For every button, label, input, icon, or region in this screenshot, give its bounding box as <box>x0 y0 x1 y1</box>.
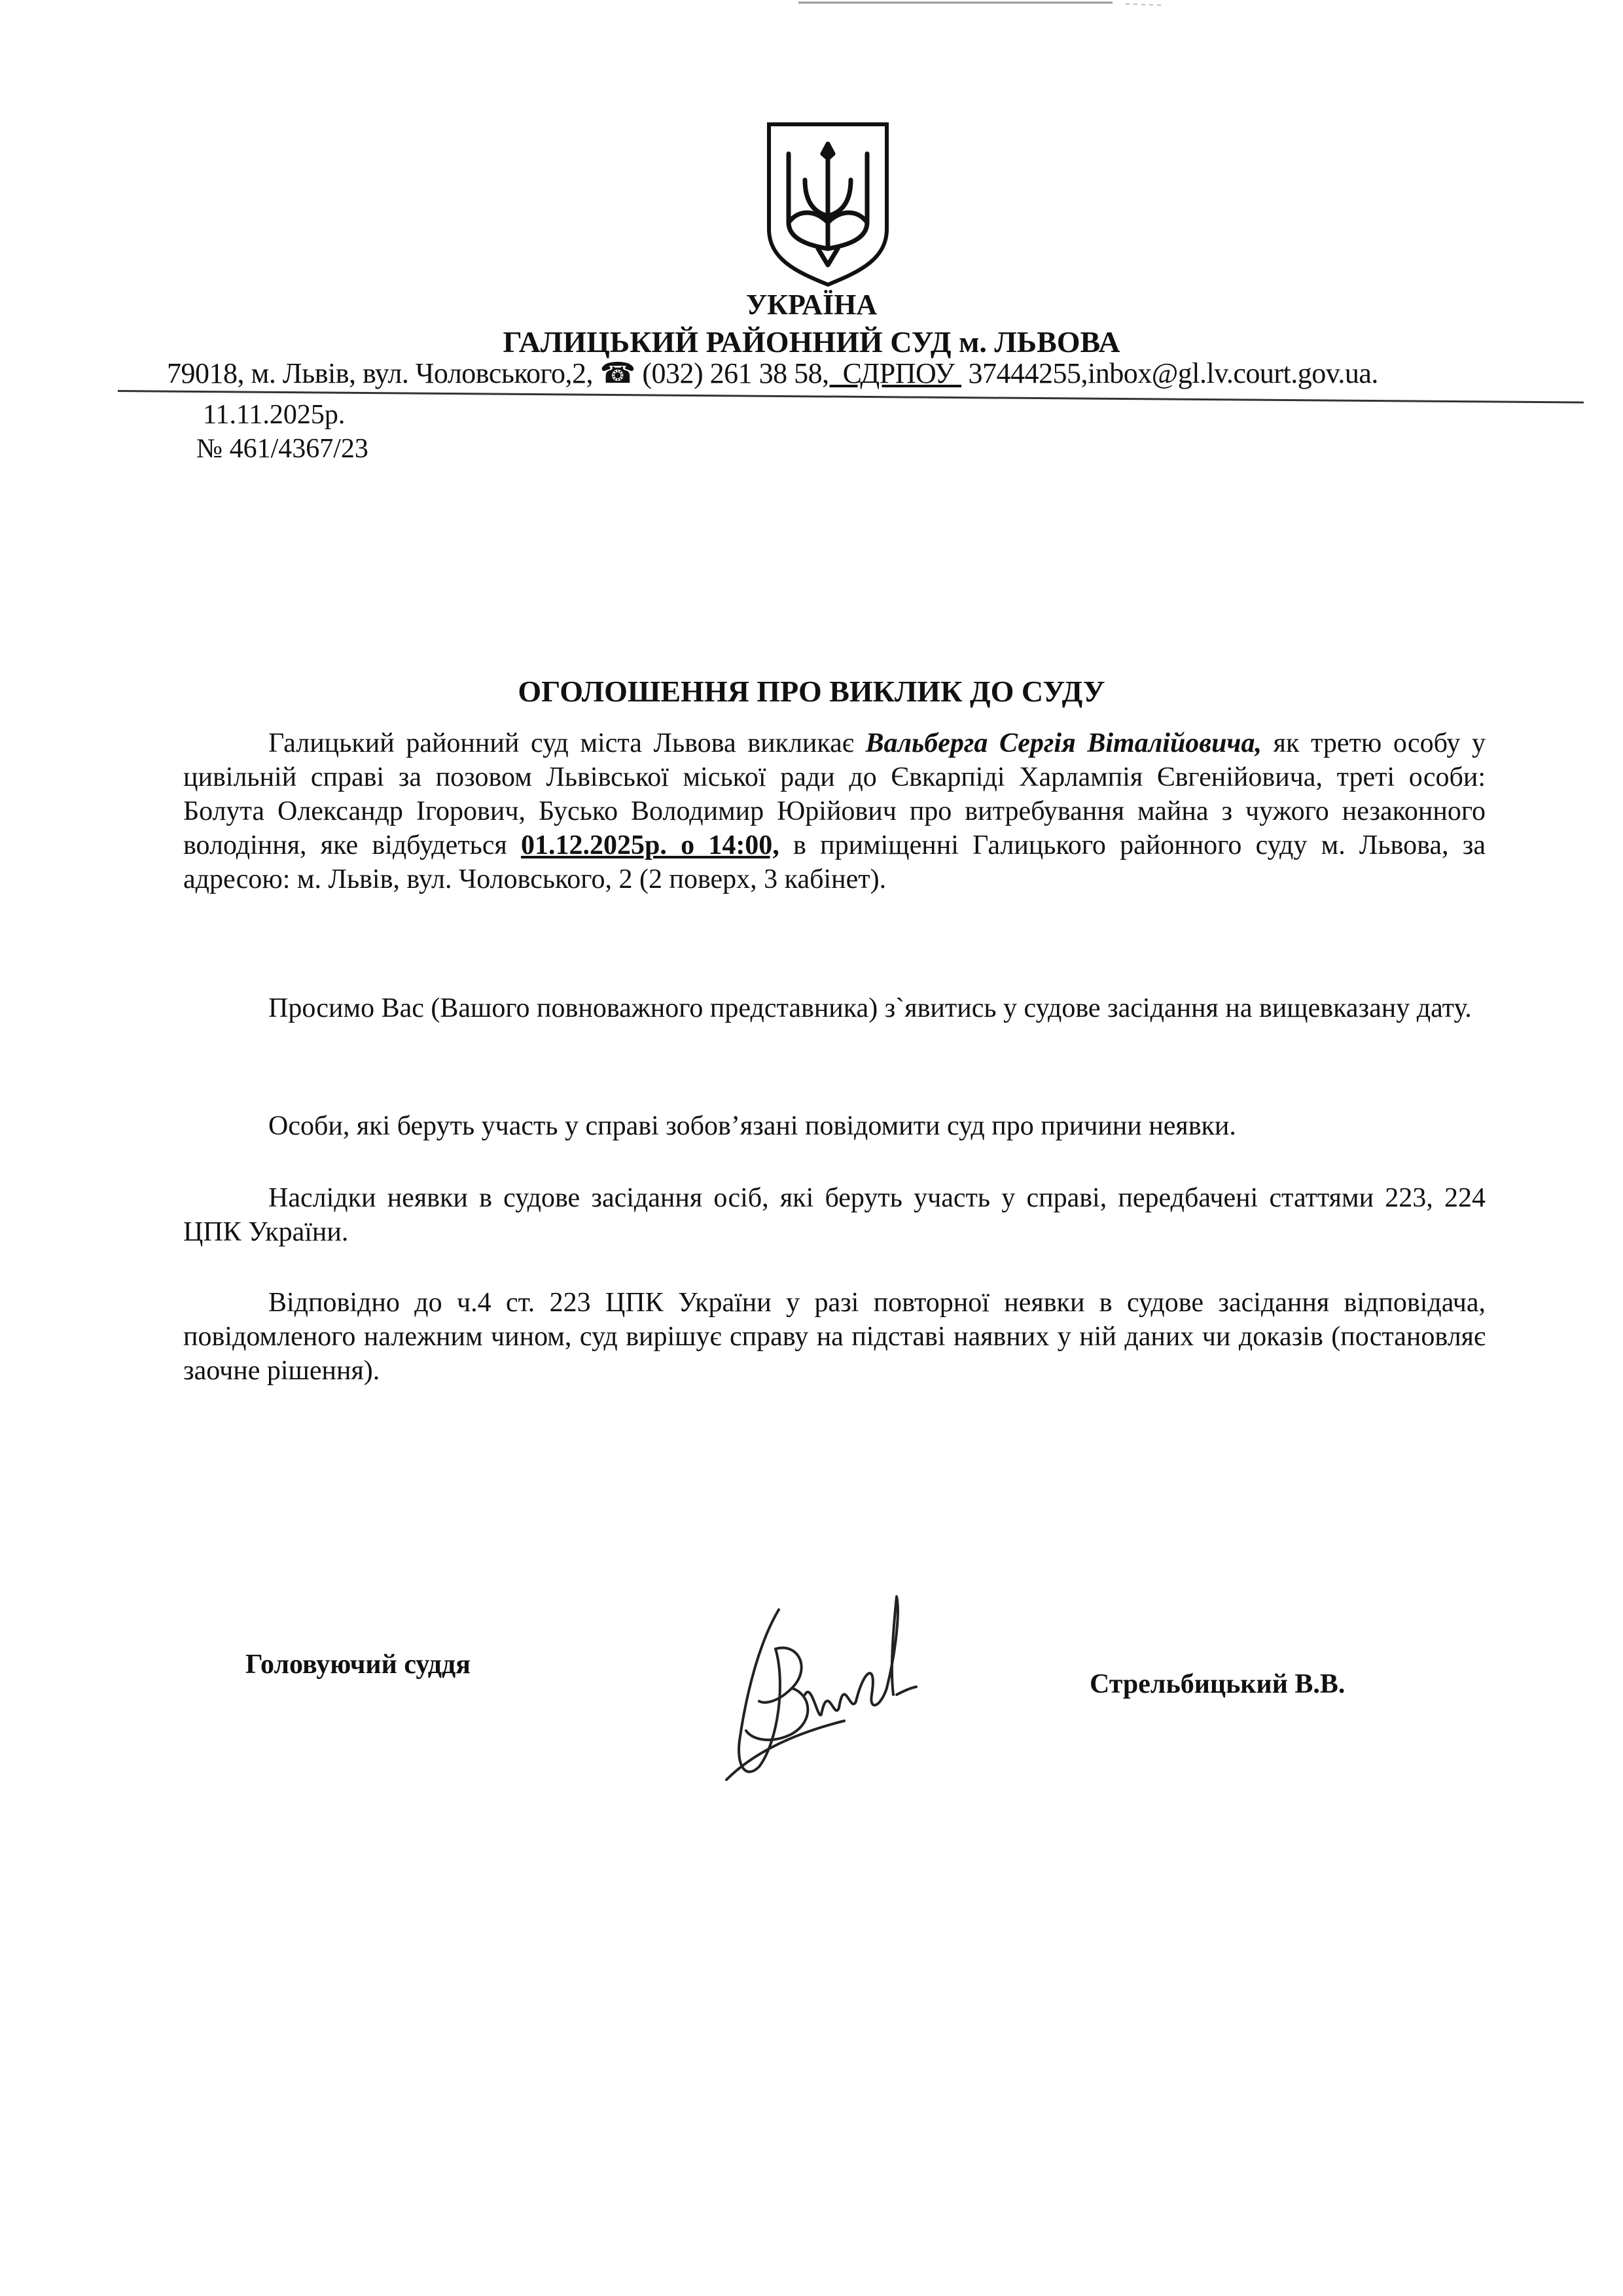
obligation-paragraph: Особи, які беруть участь у справі зобов’язані повідомити суд про причини неявки. <box>268 1111 1236 1141</box>
consequences-paragraph: Наслідки неявки в судове засідання осіб, які беруть участь у справі, передбачені статтями 223, 224 ЦПК України. <box>183 1183 1486 1247</box>
trident-coat-of-arms-icon <box>762 118 893 288</box>
edrpou-label: СДРПОУ <box>842 357 955 389</box>
edrpou-and-email: 37444255,inbox@gl.lv.court.gov.ua. <box>968 357 1378 389</box>
judge-role: Головуючий суддя <box>245 1650 471 1680</box>
summons-paragraph: Галицький районний суд міста Львова викликає Вальберга Сергія Віталійовича, як третю особу у цивільній справі за позовом Львівської міської ради до Євкарпіді Харлампія Євгенійовича, треті особи: Болута Олександр Ігорович, Бусько Володимир Юрійович про витребування майна з чужого незаконного володіння, яке відбудеться 01.12.2025р. о 14:00, в приміщенні Галицького районного суду м. Львова, за адресою: м. Львів, вул. Чоловського, 2 (2 поверх, 3 кабінет). <box>183 728 1486 894</box>
court-contacts: 79018, м. Львів, вул. Чоловського,2, ☎ (032) 261 38 58, СДРПОУ 37444255,inbox@gl.lv.court.gov.ua. <box>167 357 1378 389</box>
letter-date: 11.11.2025р. <box>203 400 346 430</box>
hearing-datetime: 01.12.2025р. о 14:00, <box>521 830 779 860</box>
phone-icon: ☎ <box>599 357 635 389</box>
court-heading: ГАЛИЦЬКИЙ РАЙОННИЙ СУД м. ЛЬВОВА <box>503 325 1120 359</box>
court-phone: (032) 261 38 58 <box>642 357 823 389</box>
judge-name: Стрельбицький В.В. <box>1090 1669 1346 1699</box>
summoned-person: Вальберга Сергія Віталійовича, <box>865 728 1262 758</box>
document-title: ОГОЛОШЕННЯ ПРО ВИКЛИК ДО СУДУ <box>518 675 1105 708</box>
request-paragraph: Просимо Вас (Вашого повноважного представника) з`явитись у судове засідання на вищевказану дату. <box>268 993 1472 1023</box>
case-number: № 461/4367/23 <box>196 434 368 464</box>
country-heading: УКРАЇНА <box>745 289 878 321</box>
scan-artifact-line <box>798 0 1165 12</box>
handwritten-signature <box>700 1570 936 1806</box>
court-address: 79018, м. Львів, вул. Чоловського,2, <box>167 357 594 389</box>
default-judgment-paragraph: Відповідно до ч.4 ст. 223 ЦПК України у разі повторної неявки в судове засідання відповідача, повідомленого належним чином, суд вирішує справу на підставі наявних у ній даних чи доказів (постановляє заочне рішення). <box>183 1288 1486 1386</box>
